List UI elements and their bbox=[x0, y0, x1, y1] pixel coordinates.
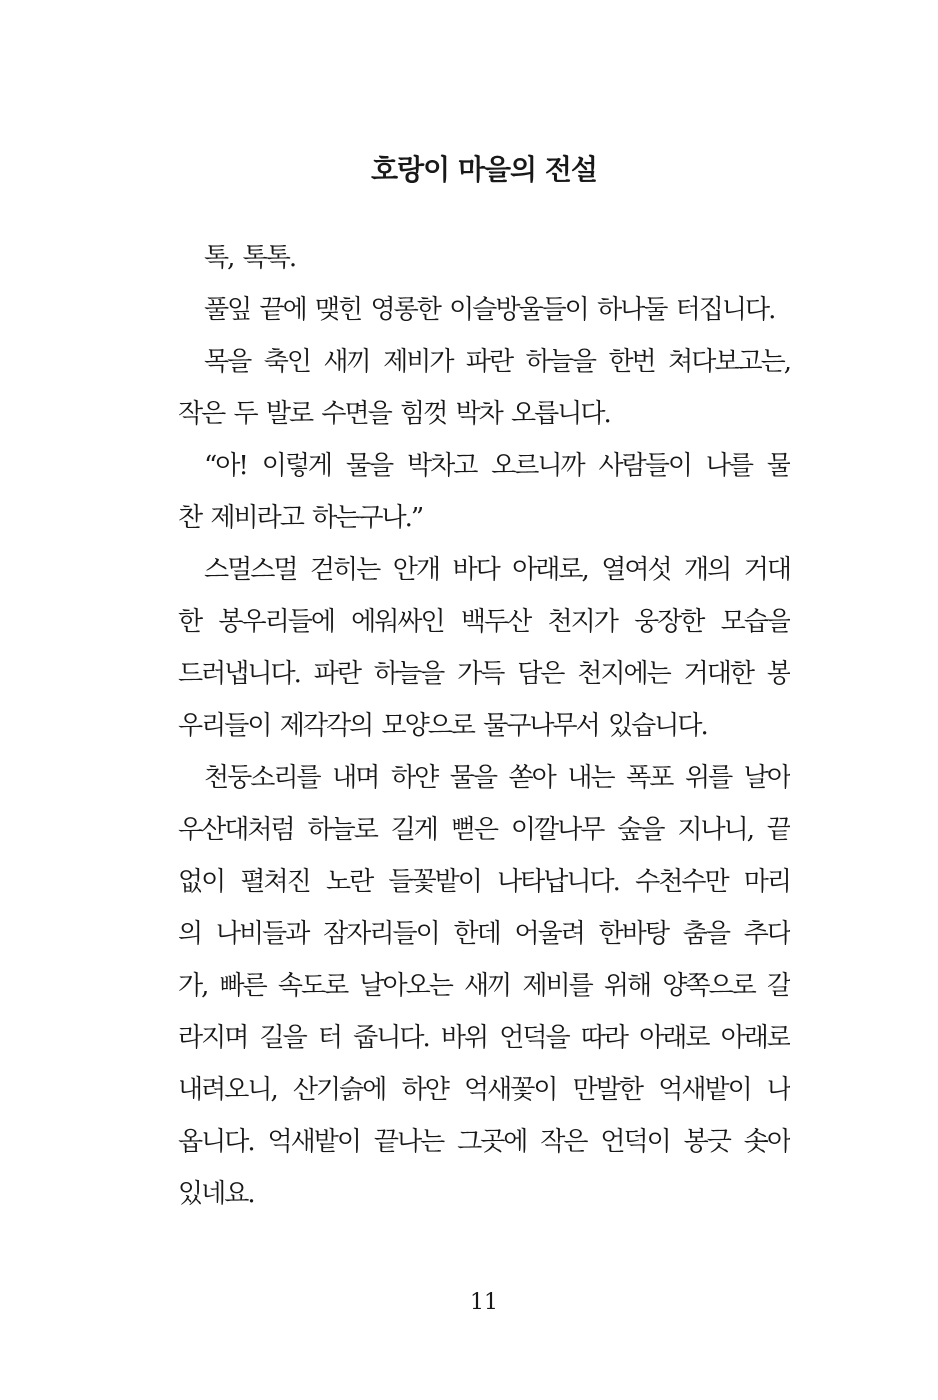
text-line: 우리들이 제각각의 모양으로 물구나무서 있습니다. bbox=[178, 711, 707, 741]
text-line: 찬 제비라고 하는구나.” bbox=[178, 503, 423, 533]
page-number: 11 bbox=[470, 1290, 498, 1315]
text-line: 가, 빠른 속도로 날아오는 새끼 제비를 위해 양쪽으로 갈 bbox=[178, 971, 790, 1001]
paragraph bbox=[178, 752, 790, 1220]
text-line: 있네요. bbox=[178, 1179, 254, 1209]
text-line: “아! 이렇게 물을 박차고 오르니까 사람들이 나를 물 bbox=[204, 451, 790, 481]
text-line: 드러냅니다. 파란 하늘을 가득 담은 천지에는 거대한 봉 bbox=[178, 659, 790, 689]
paragraph bbox=[178, 440, 790, 544]
text-line: 톡, 톡톡. bbox=[204, 243, 296, 273]
text-line: 목을 축인 새끼 제비가 파란 하늘을 한번 쳐다보고는, bbox=[204, 347, 790, 377]
page-title: 호랑이 마을의 전설 bbox=[371, 152, 597, 186]
paragraph bbox=[178, 336, 790, 440]
text-line: 풀잎 끝에 맺힌 영롱한 이슬방울들이 하나둘 터집니다. bbox=[204, 295, 775, 325]
text-line: 라지며 길을 터 줍니다. 바위 언덕을 따라 아래로 아래로 bbox=[178, 1023, 790, 1053]
text-line: 없이 펼쳐진 노란 들꽃밭이 나타납니다. 수천수만 마리 bbox=[178, 867, 790, 897]
text-line: 우산대처럼 하늘로 길게 뻗은 이깔나무 숲을 지나니, 끝 bbox=[178, 815, 790, 845]
paragraph bbox=[178, 232, 790, 284]
text-line: 의 나비들과 잠자리들이 한데 어울려 한바탕 춤을 추다 bbox=[178, 919, 790, 949]
paragraph bbox=[178, 284, 790, 336]
text-line: 작은 두 발로 수면을 힘껏 박차 오릅니다. bbox=[178, 399, 610, 429]
text-line: 스멀스멀 걷히는 안개 바다 아래로, 열여섯 개의 거대 bbox=[204, 555, 790, 585]
text-line: 천둥소리를 내며 하얀 물을 쏟아 내는 폭포 위를 날아 bbox=[204, 763, 790, 793]
text-line: 한 봉우리들에 에워싸인 백두산 천지가 웅장한 모습을 bbox=[178, 607, 790, 637]
text-line: 내려오니, 산기슭에 하얀 억새꽃이 만발한 억새밭이 나 bbox=[178, 1075, 790, 1105]
paragraph bbox=[178, 544, 790, 752]
story-body bbox=[178, 232, 790, 1220]
text-line: 옵니다. 억새밭이 끝나는 그곳에 작은 언덕이 봉긋 솟아 bbox=[178, 1127, 790, 1157]
